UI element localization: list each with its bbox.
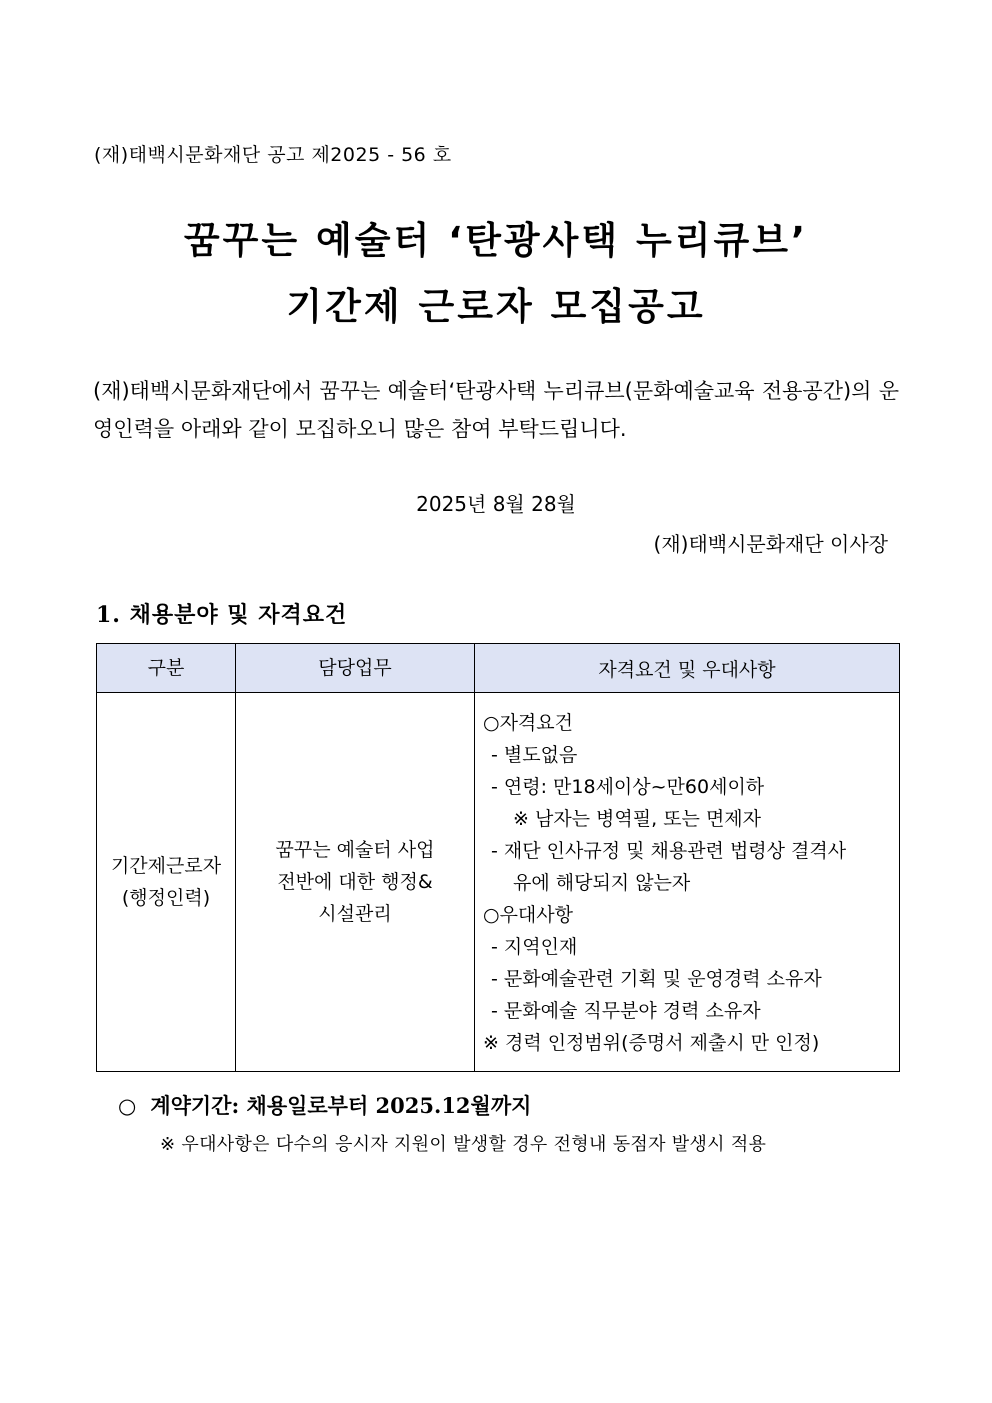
intro-paragraph: (재)태백시문화재단에서 꿈꾸는 예술터‘탄광사택 누리큐브(문화예술교육 전용공간)의 운영인력을 아래와 같이 모집하오니 많은 참여 부탁드립니다. — [93, 379, 899, 441]
requirement-item: - 연령: 만18세이상~만60세이하 — [491, 776, 765, 798]
header-category: 구분 — [97, 644, 236, 693]
notice-number: (재)태백시문화재단 공고 제2025 - 56 호 — [94, 144, 452, 166]
contract-period — [118, 1090, 531, 1120]
requirement-item: - 별도없음 — [491, 744, 578, 766]
preference-item: - 문화예술 직무분야 경력 소유자 — [491, 1000, 761, 1022]
duty-line: 꿈꾸는 예술터 사업 — [275, 839, 435, 861]
header-duty: 담당업무 — [236, 644, 475, 693]
category-line: (행정인력) — [121, 887, 211, 909]
footnote: ※ 우대사항은 다수의 응시자 지원이 발생할 경우 전형내 동점자 발생시 적용 — [160, 1134, 767, 1155]
preference-item: - 지역인재 — [491, 936, 578, 958]
preference-item: - 문화예술관련 기획 및 운영경력 소유자 — [491, 968, 822, 990]
page-title-line1: 꿈꾸는 예술터 ‘탄광사택 누리큐브’ — [183, 219, 809, 262]
signer: (재)태백시문화재단 이사장 — [653, 532, 888, 556]
preference-heading: ○우대사항 — [483, 904, 573, 926]
header-requirements: 자격요건 및 우대사항 — [475, 644, 900, 693]
duty-line: 전반에 대한 행정& — [277, 871, 433, 893]
section-title: 1. 채용분야 및 자격요건 — [96, 602, 348, 628]
preference-note: ※ 경력 인정범위(증명서 제출시 만 인정) — [483, 1032, 820, 1054]
requirements-cell — [475, 693, 900, 1072]
contract-period-text: 계약기간: 채용일로부터 2025.12월까지 — [150, 1093, 532, 1118]
requirement-item: - 재단 인사규정 및 채용관련 법령상 결격사 — [491, 840, 847, 862]
page-title-line2: 기간제 근로자 모집공고 — [286, 285, 706, 328]
duty-cell — [236, 693, 475, 1072]
announcement-date: 2025년 8월 28월 — [416, 492, 576, 516]
requirement-item-continued: 유에 해당되지 않는자 — [513, 872, 691, 894]
category-cell — [97, 693, 236, 1072]
table-row — [97, 693, 900, 1072]
requirements-table — [96, 643, 900, 1072]
circle-bullet-icon: ○ — [118, 1094, 137, 1118]
requirement-heading: ○자격요건 — [483, 712, 573, 734]
duty-line: 시설관리 — [318, 903, 392, 925]
category-line: 기간제근로자 — [110, 855, 222, 877]
table-header-row — [97, 644, 900, 693]
requirement-note: ※ 남자는 병역필, 또는 면제자 — [513, 808, 762, 830]
